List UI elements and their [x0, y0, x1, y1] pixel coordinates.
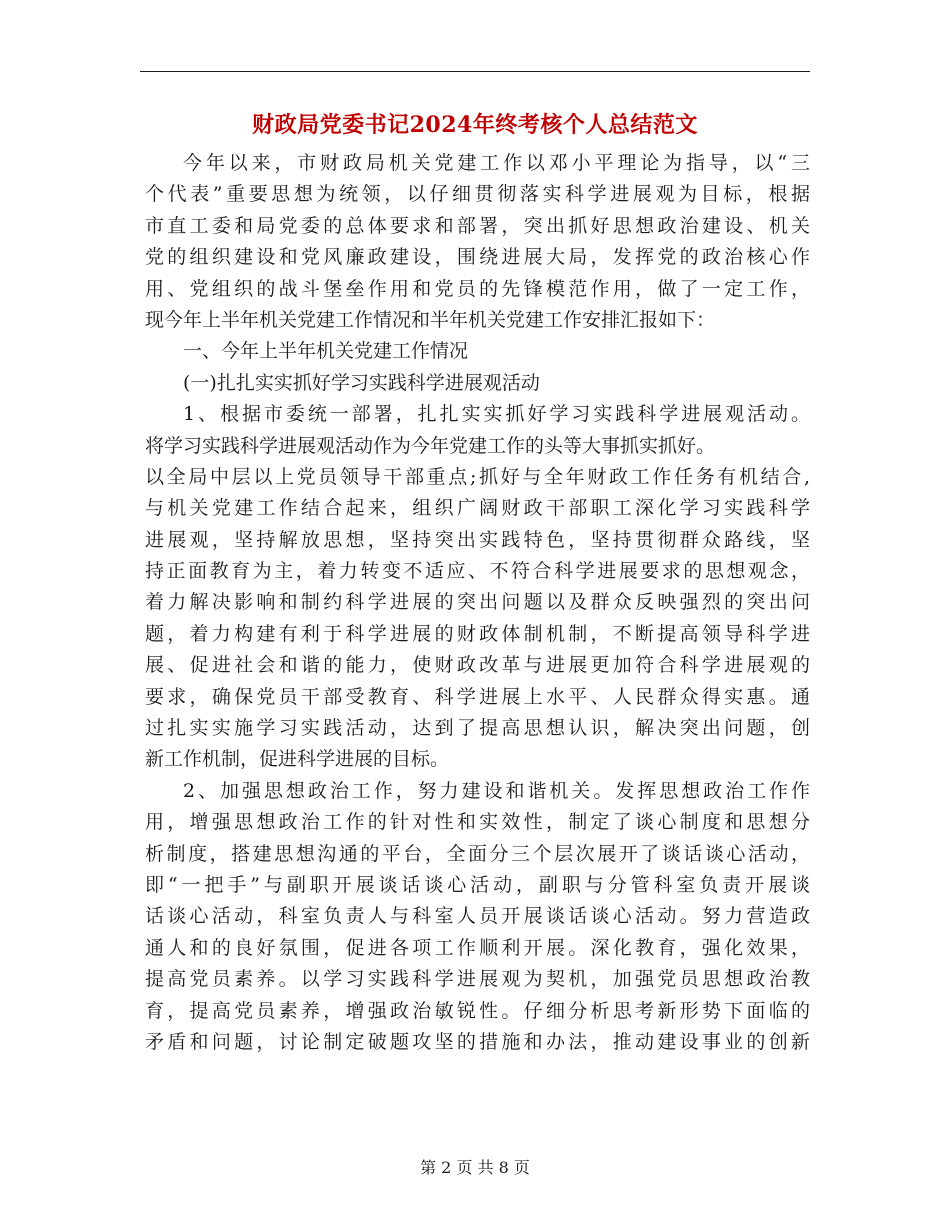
page-footer: 第 2 页 共 8 页	[420, 1158, 530, 1177]
text-line: 市直工委和局党委的总体要求和部署，突出抓好思想政治建设、机关	[145, 214, 810, 237]
text-line: 2、加强思想政治工作，努力建设和谐机关。发挥思想政治工作作	[183, 779, 810, 802]
text-line: 通人和的良好氛围，促进各项工作顺利开展。深化教育，强化效果，	[145, 936, 810, 959]
text-line: 着力解决影响和制约科学进展的突出问题以及群众反映强烈的突出问	[145, 591, 810, 614]
text-line: 个代表”重要思想为统领，以仔细贯彻落实科学进展观为目标，根据	[145, 183, 810, 206]
text-line: 过扎实实施学习实践活动，达到了提高思想认识，解决突出问题，创	[145, 717, 810, 740]
text-line: 提高党员素养。以学习实践科学进展观为契机，加强党员思想政治教	[145, 968, 810, 991]
document-body	[145, 148, 810, 1058]
text-line: 题，着力构建有利于科学进展的财政体制机制，不断提高领导科学进	[145, 622, 810, 645]
text-line: 展、促进社会和谐的能力，使财政改革与进展更加符合科学进展观的	[145, 654, 810, 677]
text-line: 用，增强思想政治工作的针对性和实效性，制定了谈心制度和思想分	[145, 811, 810, 834]
text-line: 话谈心活动，科室负责人与科室人员开展谈话谈心活动。努力营造政	[145, 905, 810, 928]
text-line: 矛盾和问题，讨论制定破题攻坚的措施和办法，推动建设事业的创新	[145, 1030, 810, 1053]
text-line: (一)扎扎实实抓好学习实践科学进展观活动	[183, 371, 540, 394]
text-line: 新工作机制，促进科学进展的目标。	[145, 748, 450, 771]
text-line: 即“一把手”与副职开展谈话谈心活动，副职与分管科室负责开展谈	[145, 873, 810, 896]
text-line: 要求，确保党员干部受教育、科学进展上水平、人民群众得实惠。通	[145, 685, 810, 708]
text-line: 党的组织建设和党风廉政建设，围绕进展大局，发挥党的政治核心作	[145, 246, 810, 269]
document-title: 财政局党委书记2024年终考核个人总结范文	[252, 112, 698, 138]
text-line: 将学习实践科学进展观活动作为今年党建工作的头等大事抓实抓好。	[145, 434, 716, 457]
text-line: 以全局中层以上党员领导干部重点;抓好与全年财政工作任务有机结合,	[145, 465, 810, 488]
header-rule	[140, 71, 810, 72]
text-line: 一、今年上半年机关党建工作情况	[183, 340, 469, 363]
text-line: 现今年上半年机关党建工作情况和半年机关党建工作安排汇报如下：	[145, 308, 716, 331]
text-line: 持正面教育为主，着力转变不适应、不符合科学进展要求的思想观念，	[145, 560, 810, 583]
text-line: 1、根据市委统一部署，扎扎实实抓好学习实践科学进展观活动。	[183, 403, 810, 426]
text-line: 与机关党建工作结合起来，组织广阔财政干部职工深化学习实践科学	[145, 497, 810, 520]
text-line: 用、党组织的战斗堡垒作用和党员的先锋模范作用，做了一定工作，	[145, 277, 810, 300]
text-line: 育，提高党员素养，增强政治敏锐性。仔细分析思考新形势下面临的	[145, 999, 810, 1022]
text-line: 进展观，坚持解放思想，坚持突出实践特色，坚持贯彻群众路线，坚	[145, 528, 810, 551]
text-line: 析制度，搭建思想沟通的平台，全面分三个层次展开了谈话谈心活动，	[145, 842, 810, 865]
text-line: 今年以来，市财政局机关党建工作以邓小平理论为指导，以“三	[183, 152, 810, 174]
